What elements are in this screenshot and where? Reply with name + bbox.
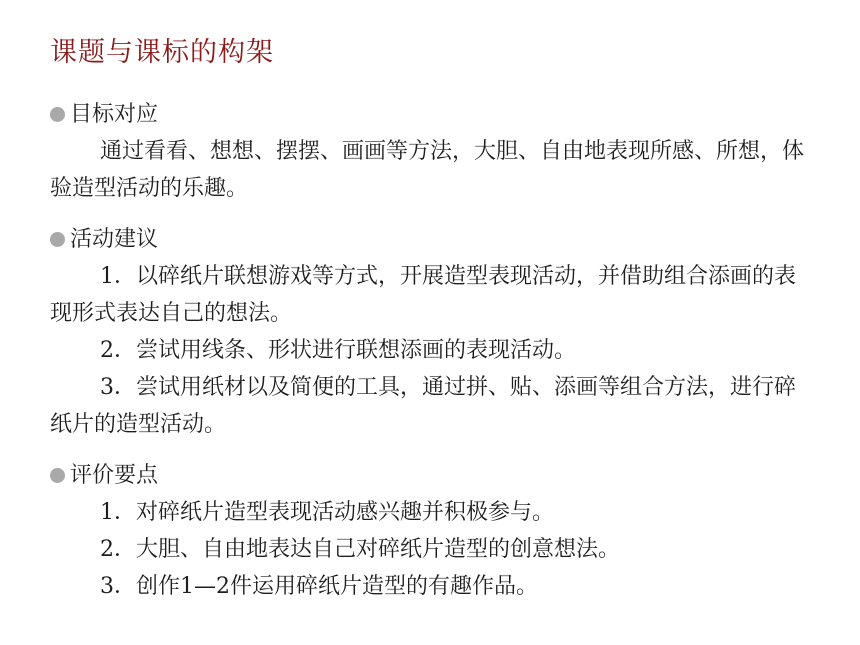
bullet-icon: [50, 107, 65, 122]
section-heading: [50, 221, 810, 258]
paragraph: 1．以碎纸片联想游戏等方式，开展造型表现活动，并借助组合添画的表现形式表达自己的想法。: [50, 264, 796, 326]
section-evaluation-points: [50, 457, 810, 605]
bullet-icon: [50, 232, 65, 247]
heading-text: 评价要点: [70, 463, 159, 488]
paragraph: 2．大胆、自由地表达自己对碎纸片造型的创意想法。: [100, 537, 620, 562]
heading-text: 目标对应: [70, 102, 159, 127]
bullet-icon: [50, 468, 65, 483]
content-body: [50, 96, 810, 619]
paragraph: 3．创作1—2件运用碎纸片造型的有趣作品。: [100, 574, 538, 599]
section-heading: [50, 457, 810, 494]
paragraph: 通过看看、想想、摆摆、画画等方法，大胆、自由地表现所感、所想，体验造型活动的乐趣。: [50, 139, 805, 201]
section-heading: [50, 96, 810, 133]
section-goals: [50, 96, 810, 207]
paragraph: 3．尝试用纸材以及简便的工具，通过拼、贴、添画等组合方法，进行碎纸片的造型活动。: [50, 375, 796, 437]
paragraph: 1．对碎纸片造型表现活动感兴趣并积极参与。: [100, 500, 554, 525]
section-activity-suggestions: [50, 221, 810, 443]
heading-text: 活动建议: [70, 227, 159, 252]
paragraph: 2．尝试用线条、形状进行联想添画的表现活动。: [100, 338, 576, 363]
page-title: 课题与课标的构架: [50, 37, 274, 68]
